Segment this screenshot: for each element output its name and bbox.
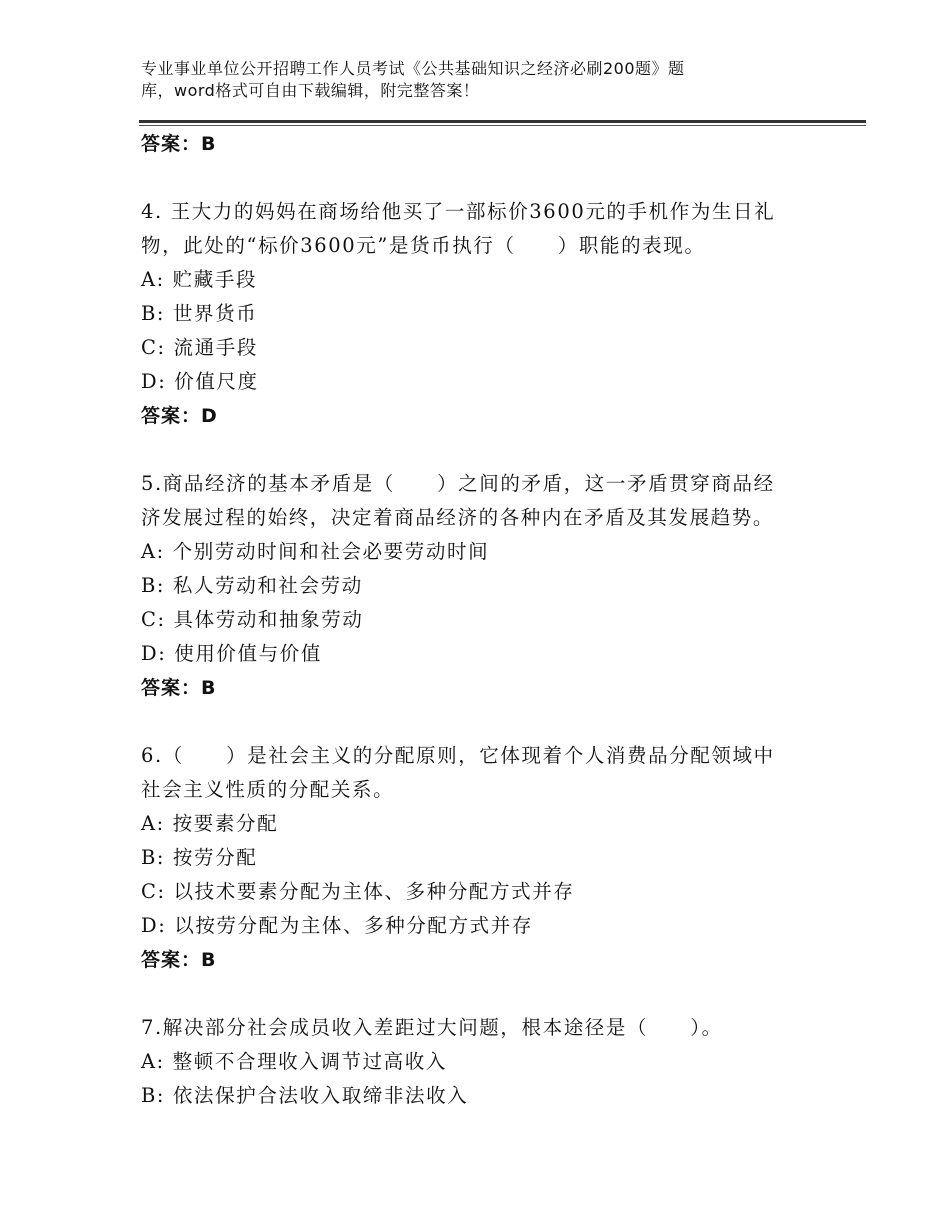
option-label: A: bbox=[141, 1050, 165, 1073]
header-rule-thick bbox=[139, 120, 866, 123]
header-line-1: 专业事业单位公开招聘工作人员考试《公共基础知识之经济必刷200题》题 bbox=[141, 59, 685, 78]
option-text: 以技术要素分配为主体、多种分配方式并存 bbox=[173, 880, 575, 903]
option-c bbox=[141, 331, 811, 365]
option-label: A: bbox=[141, 540, 165, 563]
answer-line: 答案：B bbox=[141, 677, 217, 699]
option-text: 整顿不合理收入调节过高收入 bbox=[172, 1050, 447, 1073]
answer-line: 答案：D bbox=[141, 405, 218, 427]
question-item bbox=[141, 1011, 811, 1113]
option-label: C: bbox=[141, 880, 166, 903]
question-stem-line: 社会主义性质的分配关系。 bbox=[141, 778, 395, 801]
option-a bbox=[141, 535, 811, 569]
option-label: C: bbox=[141, 336, 166, 359]
option-text: 流通手段 bbox=[173, 336, 258, 359]
option-text: 按要素分配 bbox=[172, 812, 279, 835]
option-c bbox=[141, 603, 811, 637]
option-label: D: bbox=[141, 642, 167, 665]
answer-line: 答案：B bbox=[141, 133, 217, 155]
option-text: 依法保护合法收入取缔非法收入 bbox=[172, 1084, 469, 1107]
header-line-2: 库，word格式可自由下载编辑，附完整答案！ bbox=[141, 81, 480, 100]
option-d bbox=[141, 637, 811, 671]
question-stem-line: 6.（ ）是社会主义的分配原则，它体现着个人消费品分配领域中 bbox=[141, 744, 775, 767]
option-label: C: bbox=[141, 608, 166, 631]
option-label: D: bbox=[141, 370, 167, 393]
option-label: B: bbox=[141, 1084, 166, 1107]
option-label: A: bbox=[141, 268, 165, 291]
option-text: 使用价值与价值 bbox=[174, 642, 322, 665]
option-text: 具体劳动和抽象劳动 bbox=[173, 608, 364, 631]
option-text: 按劳分配 bbox=[172, 846, 258, 869]
option-b bbox=[141, 841, 811, 875]
answer-line: 答案：B bbox=[141, 949, 217, 971]
option-a bbox=[141, 263, 811, 297]
question-stem-line: 5.商品经济的基本矛盾是（ ）之间的矛盾，这一矛盾贯穿商品经 bbox=[141, 472, 775, 495]
option-text: 个别劳动时间和社会必要劳动时间 bbox=[172, 540, 490, 563]
option-label: B: bbox=[141, 846, 166, 869]
option-b bbox=[141, 1079, 811, 1113]
document-header bbox=[141, 58, 781, 102]
question-stem-line: 7.解决部分社会成员收入差距过大问题，根本途径是（ ）。 bbox=[141, 1016, 723, 1039]
question-list bbox=[141, 125, 811, 1113]
option-a bbox=[141, 1045, 811, 1079]
question-item bbox=[141, 195, 811, 433]
question-stem-line: 物，此处的“标价3600元”是货币执行（ ）职能的表现。 bbox=[141, 234, 706, 257]
option-label: B: bbox=[141, 574, 166, 597]
option-text: 世界货币 bbox=[172, 302, 258, 325]
question-stem-line: 4. 王大力的妈妈在商场给他买了一部标价3600元的手机作为生日礼 bbox=[141, 200, 776, 223]
question-item bbox=[141, 739, 811, 977]
option-label: B: bbox=[141, 302, 166, 325]
option-text: 贮藏手段 bbox=[172, 268, 258, 291]
option-label: A: bbox=[141, 812, 165, 835]
question-item bbox=[141, 467, 811, 705]
option-b bbox=[141, 569, 811, 603]
option-text: 私人劳动和社会劳动 bbox=[172, 574, 363, 597]
option-c bbox=[141, 875, 811, 909]
question-stem-line: 济发展过程的始终，决定着商品经济的各种内在矛盾及其发展趋势。 bbox=[141, 506, 775, 529]
option-d bbox=[141, 909, 811, 943]
option-text: 以按劳分配为主体、多种分配方式并存 bbox=[174, 914, 533, 937]
option-text: 价值尺度 bbox=[174, 370, 259, 393]
option-label: D: bbox=[141, 914, 167, 937]
option-a bbox=[141, 807, 811, 841]
option-d bbox=[141, 365, 811, 399]
option-b bbox=[141, 297, 811, 331]
